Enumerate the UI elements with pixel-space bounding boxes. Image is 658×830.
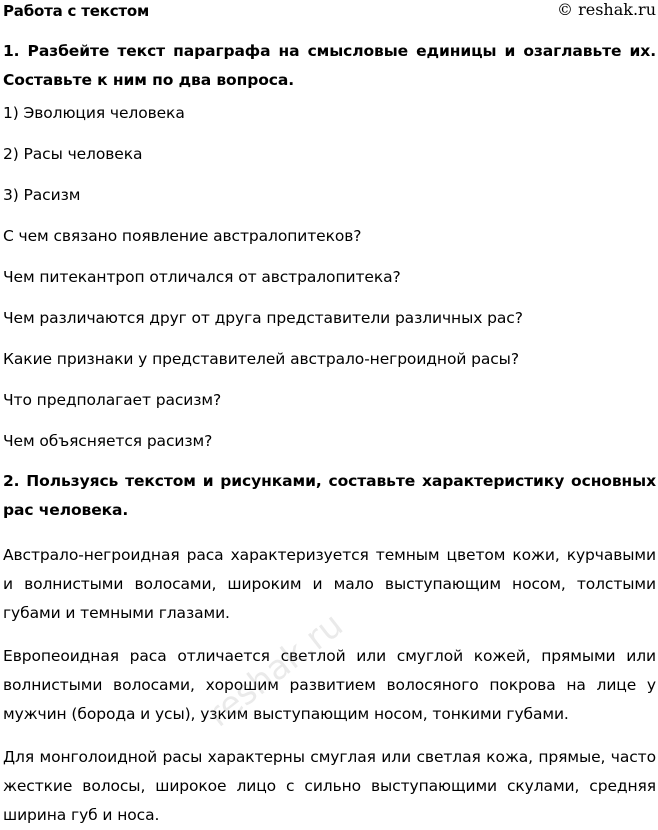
- answer-lines: [3, 103, 656, 472]
- question-5: Что предполагает расизм?: [3, 391, 222, 409]
- section-title: Работа с текстом: [3, 2, 150, 20]
- question-1: С чем связано появление австралопитеков?: [3, 227, 362, 245]
- question-6: Чем объясняется расизм?: [3, 432, 213, 450]
- site-credit[interactable]: © reshak.ru: [557, 0, 656, 19]
- question-4: Какие признаки у представителей австрало-негроидной расы?: [3, 350, 519, 368]
- question-3: Чем различаются друг от друга представители различных рас?: [3, 309, 523, 327]
- paragraph-australo-negroid: Австрало-негроидная раса характеризуется темным цветом кожи, курчавыми и волнистыми волосами, широким и мало выступающим носом, толстыми губами и темными глазами.: [3, 546, 656, 622]
- watermark: reshak.ru: [199, 604, 351, 736]
- answer-line-1: 1) Эволюция человека: [3, 104, 185, 122]
- question-2: Чем питекантроп отличался от австралопитека?: [3, 268, 401, 286]
- paragraph-mongoloid: Для монголоидной расы характерны смуглая или светлая кожа, прямые, часто жесткие волосы, широкое лицо с сильно выступающими скулами, средняя ширина губ и носа.: [3, 748, 656, 824]
- answer-line-3: 3) Расизм: [3, 186, 81, 204]
- task-2-heading: 2. Пользуясь текстом и рисунками, составьте характеристику основных рас человека.: [3, 472, 656, 519]
- page-header: [3, 0, 656, 24]
- answer-line-2: 2) Расы человека: [3, 145, 143, 163]
- paragraph-europeoid: Европеоидная раса отличается светлой или смуглой кожей, прямыми или волнистыми волосами, хорошим развитием волосяного покрова на лице у мужчин (борода и усы), узким выступающим носом, тонкими губами.: [3, 647, 656, 723]
- document-page: [3, 0, 656, 830]
- task-1-heading: 1. Разбейте текст параграфа на смысловые единицы и озаглавьте их. Составьте к ним по два вопроса.: [3, 42, 656, 89]
